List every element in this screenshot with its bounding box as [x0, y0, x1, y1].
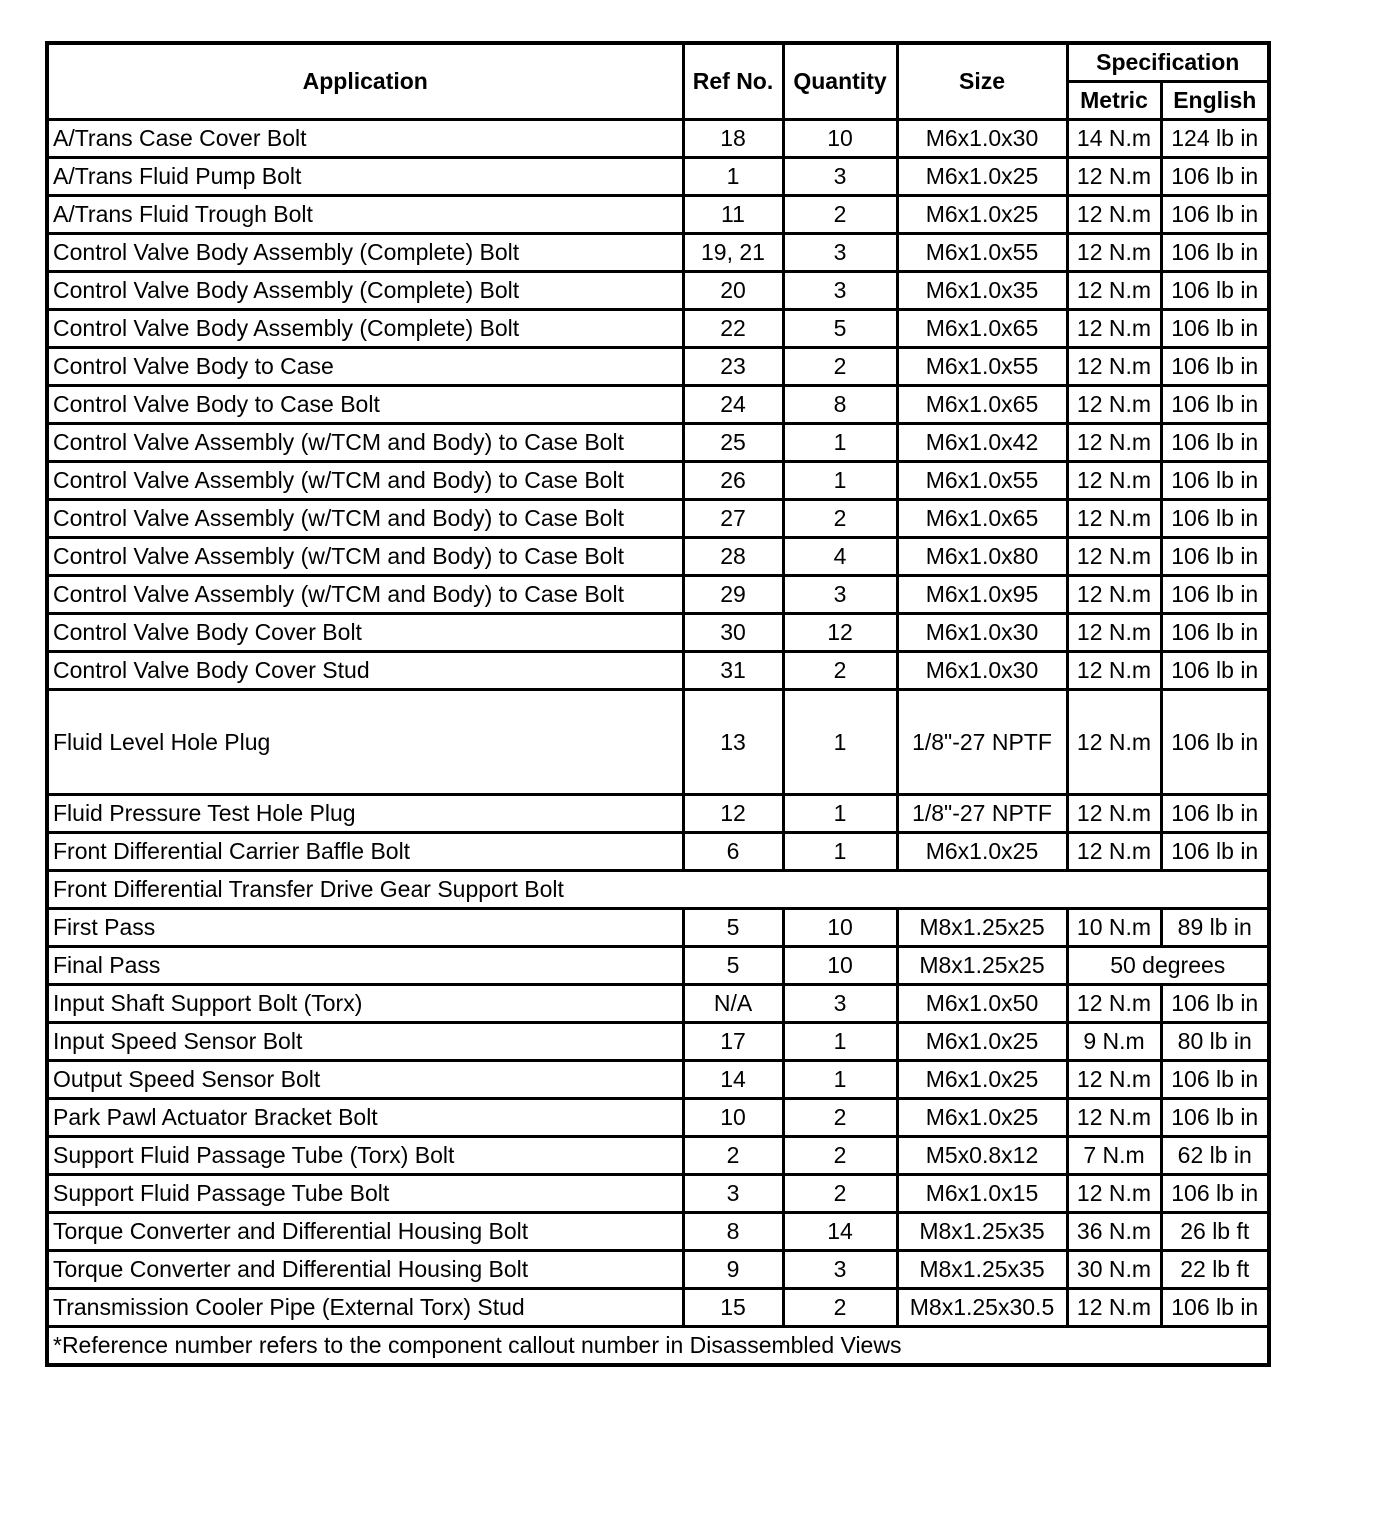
cell-quantity: 10 [783, 947, 897, 985]
cell-size: M6x1.0x25 [897, 158, 1067, 196]
cell-english: 106 lb in [1161, 158, 1269, 196]
cell-ref: 31 [683, 652, 783, 690]
cell-metric: 10 N.m [1067, 909, 1161, 947]
cell-application: Output Speed Sensor Bolt [47, 1061, 683, 1099]
table-row [47, 196, 1269, 234]
cell-english: 106 lb in [1161, 795, 1269, 833]
cell-metric: 12 N.m [1067, 1289, 1161, 1327]
cell-quantity: 4 [783, 538, 897, 576]
cell-application: Control Valve Body to Case Bolt [47, 386, 683, 424]
cell-metric: 12 N.m [1067, 272, 1161, 310]
cell-application: Torque Converter and Differential Housing Bolt [47, 1251, 683, 1289]
cell-metric: 12 N.m [1067, 1061, 1161, 1099]
cell-metric: 12 N.m [1067, 833, 1161, 871]
table-row [47, 538, 1269, 576]
cell-quantity: 10 [783, 909, 897, 947]
cell-english: 106 lb in [1161, 652, 1269, 690]
table-row [47, 985, 1269, 1023]
cell-quantity: 12 [783, 614, 897, 652]
cell-size: M6x1.0x50 [897, 985, 1067, 1023]
cell-quantity: 1 [783, 462, 897, 500]
header-size: Size [897, 43, 1067, 120]
table-row [47, 272, 1269, 310]
cell-size: M6x1.0x55 [897, 462, 1067, 500]
cell-quantity: 1 [783, 690, 897, 795]
cell-quantity: 2 [783, 1175, 897, 1213]
cell-application: Front Differential Carrier Baffle Bolt [47, 833, 683, 871]
cell-english: 106 lb in [1161, 538, 1269, 576]
cell-application: Fluid Pressure Test Hole Plug [47, 795, 683, 833]
cell-ref: 19, 21 [683, 234, 783, 272]
cell-ref: 22 [683, 310, 783, 348]
table-row [47, 424, 1269, 462]
cell-english: 62 lb in [1161, 1137, 1269, 1175]
table-row [47, 947, 1269, 985]
cell-quantity: 3 [783, 234, 897, 272]
cell-english: 106 lb in [1161, 690, 1269, 795]
cell-size: M8x1.25x35 [897, 1213, 1067, 1251]
cell-quantity: 3 [783, 272, 897, 310]
table-row [47, 386, 1269, 424]
cell-metric: 12 N.m [1067, 158, 1161, 196]
cell-ref: 13 [683, 690, 783, 795]
cell-english: 106 lb in [1161, 196, 1269, 234]
cell-ref: 8 [683, 1213, 783, 1251]
cell-application: Control Valve Body Assembly (Complete) Bolt [47, 234, 683, 272]
cell-metric: 9 N.m [1067, 1023, 1161, 1061]
cell-application: Input Shaft Support Bolt (Torx) [47, 985, 683, 1023]
cell-size: M6x1.0x25 [897, 1061, 1067, 1099]
table-row [47, 158, 1269, 196]
cell-metric: 12 N.m [1067, 614, 1161, 652]
cell-application: Input Speed Sensor Bolt [47, 1023, 683, 1061]
cell-english: 106 lb in [1161, 386, 1269, 424]
cell-quantity: 5 [783, 310, 897, 348]
cell-application: Control Valve Assembly (w/TCM and Body) to Case Bolt [47, 500, 683, 538]
cell-english: 106 lb in [1161, 310, 1269, 348]
cell-quantity: 2 [783, 348, 897, 386]
cell-ref: 5 [683, 909, 783, 947]
cell-quantity: 1 [783, 833, 897, 871]
table-row [47, 348, 1269, 386]
table-row [47, 576, 1269, 614]
cell-english: 106 lb in [1161, 462, 1269, 500]
cell-metric: 12 N.m [1067, 1175, 1161, 1213]
cell-english: 22 lb ft [1161, 1251, 1269, 1289]
header-specification: Specification [1067, 43, 1269, 82]
cell-size: M6x1.0x42 [897, 424, 1067, 462]
table-row [47, 909, 1269, 947]
cell-ref: 25 [683, 424, 783, 462]
cell-quantity: 2 [783, 1137, 897, 1175]
cell-quantity: 3 [783, 576, 897, 614]
cell-english: 26 lb ft [1161, 1213, 1269, 1251]
cell-metric: 12 N.m [1067, 500, 1161, 538]
cell-application-sub: Final Pass [47, 947, 683, 985]
cell-quantity: 3 [783, 158, 897, 196]
cell-application: Control Valve Body Cover Bolt [47, 614, 683, 652]
cell-english: 106 lb in [1161, 576, 1269, 614]
cell-metric: 12 N.m [1067, 234, 1161, 272]
cell-metric: 12 N.m [1067, 576, 1161, 614]
cell-ref: 30 [683, 614, 783, 652]
cell-quantity: 1 [783, 1061, 897, 1099]
cell-metric: 12 N.m [1067, 1099, 1161, 1137]
table-row [47, 500, 1269, 538]
cell-english: 80 lb in [1161, 1023, 1269, 1061]
footnote: *Reference number refers to the component callout number in Disassembled Views [47, 1327, 1269, 1366]
cell-specification-merged: 50 degrees [1067, 947, 1269, 985]
table-row [47, 462, 1269, 500]
table-row [47, 690, 1269, 795]
cell-quantity: 10 [783, 120, 897, 158]
cell-ref: 28 [683, 538, 783, 576]
footnote-row [47, 1327, 1269, 1366]
cell-quantity: 1 [783, 795, 897, 833]
cell-application: Control Valve Body Assembly (Complete) Bolt [47, 310, 683, 348]
cell-metric: 12 N.m [1067, 348, 1161, 386]
cell-size: M6x1.0x65 [897, 500, 1067, 538]
cell-quantity: 3 [783, 1251, 897, 1289]
cell-quantity: 1 [783, 424, 897, 462]
cell-quantity: 2 [783, 196, 897, 234]
table-row [47, 1137, 1269, 1175]
cell-ref: 29 [683, 576, 783, 614]
cell-ref: 15 [683, 1289, 783, 1327]
header-application: Application [47, 43, 683, 120]
cell-quantity: 2 [783, 500, 897, 538]
table-row [47, 1061, 1269, 1099]
cell-quantity: 2 [783, 1099, 897, 1137]
cell-ref: 1 [683, 158, 783, 196]
cell-quantity: 14 [783, 1213, 897, 1251]
table-row [47, 1251, 1269, 1289]
cell-size: M6x1.0x65 [897, 386, 1067, 424]
cell-application: Fluid Level Hole Plug [47, 690, 683, 795]
cell-ref: 14 [683, 1061, 783, 1099]
cell-ref: 24 [683, 386, 783, 424]
cell-ref: 18 [683, 120, 783, 158]
cell-ref: 17 [683, 1023, 783, 1061]
table-row [47, 1289, 1269, 1327]
cell-metric: 36 N.m [1067, 1213, 1161, 1251]
cell-ref: 3 [683, 1175, 783, 1213]
cell-english: 106 lb in [1161, 1061, 1269, 1099]
cell-ref: 9 [683, 1251, 783, 1289]
cell-english: 106 lb in [1161, 614, 1269, 652]
cell-size: M6x1.0x55 [897, 234, 1067, 272]
cell-metric: 7 N.m [1067, 1137, 1161, 1175]
cell-metric: 12 N.m [1067, 538, 1161, 576]
cell-metric: 12 N.m [1067, 652, 1161, 690]
table-row [47, 1175, 1269, 1213]
cell-quantity: 2 [783, 1289, 897, 1327]
cell-application: Control Valve Assembly (w/TCM and Body) to Case Bolt [47, 538, 683, 576]
cell-english: 106 lb in [1161, 985, 1269, 1023]
cell-application-group: Front Differential Transfer Drive Gear Support Bolt [47, 871, 1269, 909]
cell-application: Park Pawl Actuator Bracket Bolt [47, 1099, 683, 1137]
cell-english: 106 lb in [1161, 348, 1269, 386]
cell-ref: 26 [683, 462, 783, 500]
cell-application: Control Valve Assembly (w/TCM and Body) to Case Bolt [47, 576, 683, 614]
cell-quantity: 8 [783, 386, 897, 424]
table-row [47, 1023, 1269, 1061]
cell-ref: 6 [683, 833, 783, 871]
cell-metric: 30 N.m [1067, 1251, 1161, 1289]
cell-size: M8x1.25x35 [897, 1251, 1067, 1289]
cell-application: Control Valve Assembly (w/TCM and Body) to Case Bolt [47, 424, 683, 462]
cell-quantity: 1 [783, 1023, 897, 1061]
cell-size: 1/8"-27 NPTF [897, 690, 1067, 795]
cell-english: 106 lb in [1161, 833, 1269, 871]
cell-size: M6x1.0x55 [897, 348, 1067, 386]
cell-application: A/Trans Case Cover Bolt [47, 120, 683, 158]
table-row [47, 310, 1269, 348]
cell-application: A/Trans Fluid Pump Bolt [47, 158, 683, 196]
header-ref-no: Ref No. [683, 43, 783, 120]
cell-size: 1/8"-27 NPTF [897, 795, 1067, 833]
cell-size: M6x1.0x25 [897, 833, 1067, 871]
cell-size: M8x1.25x30.5 [897, 1289, 1067, 1327]
cell-application: Control Valve Body Assembly (Complete) Bolt [47, 272, 683, 310]
table-row [47, 1099, 1269, 1137]
header-metric: Metric [1067, 82, 1161, 120]
cell-ref: 10 [683, 1099, 783, 1137]
cell-english: 106 lb in [1161, 1289, 1269, 1327]
cell-english: 106 lb in [1161, 234, 1269, 272]
cell-metric: 12 N.m [1067, 196, 1161, 234]
cell-application: Support Fluid Passage Tube Bolt [47, 1175, 683, 1213]
cell-application: Support Fluid Passage Tube (Torx) Bolt [47, 1137, 683, 1175]
cell-english: 124 lb in [1161, 120, 1269, 158]
cell-size: M6x1.0x15 [897, 1175, 1067, 1213]
cell-application-sub: First Pass [47, 909, 683, 947]
table-row [47, 1213, 1269, 1251]
cell-size: M8x1.25x25 [897, 909, 1067, 947]
cell-metric: 12 N.m [1067, 985, 1161, 1023]
table-row [47, 795, 1269, 833]
cell-size: M6x1.0x30 [897, 120, 1067, 158]
cell-size: M6x1.0x25 [897, 1099, 1067, 1137]
cell-ref: 12 [683, 795, 783, 833]
torque-spec-table [45, 41, 1271, 1367]
cell-english: 106 lb in [1161, 272, 1269, 310]
cell-ref: 2 [683, 1137, 783, 1175]
cell-size: M6x1.0x30 [897, 652, 1067, 690]
cell-application: Control Valve Body Cover Stud [47, 652, 683, 690]
cell-size: M6x1.0x65 [897, 310, 1067, 348]
table-row [47, 833, 1269, 871]
cell-metric: 12 N.m [1067, 386, 1161, 424]
table-body [47, 120, 1269, 1366]
cell-english: 89 lb in [1161, 909, 1269, 947]
header-row [47, 43, 1269, 82]
cell-english: 106 lb in [1161, 500, 1269, 538]
cell-english: 106 lb in [1161, 1099, 1269, 1137]
cell-metric: 12 N.m [1067, 462, 1161, 500]
cell-ref: N/A [683, 985, 783, 1023]
cell-application: Torque Converter and Differential Housing Bolt [47, 1213, 683, 1251]
cell-ref: 27 [683, 500, 783, 538]
cell-english: 106 lb in [1161, 1175, 1269, 1213]
cell-size: M6x1.0x35 [897, 272, 1067, 310]
cell-metric: 14 N.m [1067, 120, 1161, 158]
cell-metric: 12 N.m [1067, 310, 1161, 348]
cell-size: M6x1.0x25 [897, 196, 1067, 234]
table-row [47, 652, 1269, 690]
table-row [47, 614, 1269, 652]
table-row-group-header [47, 871, 1269, 909]
cell-metric: 12 N.m [1067, 424, 1161, 462]
cell-application: Transmission Cooler Pipe (External Torx) Stud [47, 1289, 683, 1327]
cell-size: M6x1.0x25 [897, 1023, 1067, 1061]
cell-application: A/Trans Fluid Trough Bolt [47, 196, 683, 234]
cell-ref: 5 [683, 947, 783, 985]
cell-quantity: 2 [783, 652, 897, 690]
table-row [47, 234, 1269, 272]
cell-size: M5x0.8x12 [897, 1137, 1067, 1175]
cell-size: M6x1.0x80 [897, 538, 1067, 576]
cell-ref: 11 [683, 196, 783, 234]
cell-application: Control Valve Body to Case [47, 348, 683, 386]
cell-quantity: 3 [783, 985, 897, 1023]
cell-size: M6x1.0x95 [897, 576, 1067, 614]
cell-ref: 20 [683, 272, 783, 310]
cell-size: M8x1.25x25 [897, 947, 1067, 985]
cell-metric: 12 N.m [1067, 795, 1161, 833]
cell-metric: 12 N.m [1067, 690, 1161, 795]
header-quantity: Quantity [783, 43, 897, 120]
cell-size: M6x1.0x30 [897, 614, 1067, 652]
table-row [47, 120, 1269, 158]
cell-application: Control Valve Assembly (w/TCM and Body) to Case Bolt [47, 462, 683, 500]
cell-ref: 23 [683, 348, 783, 386]
header-english: English [1161, 82, 1269, 120]
cell-english: 106 lb in [1161, 424, 1269, 462]
